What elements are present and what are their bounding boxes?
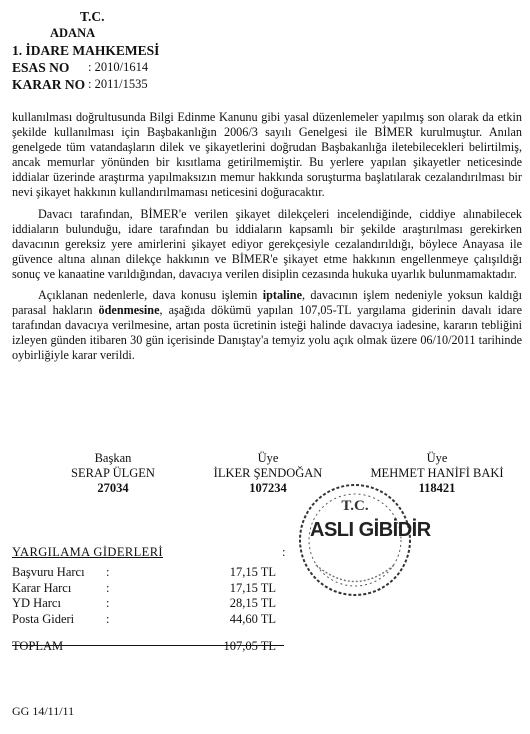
paragraph-1: kullanılması doğrultusunda Bilgi Edinme Kanunu gibi yasal düzenlemeler yapılmış son olarak da etkin şekilde kullanılması için Başbakanlığın 2006/3 sayılı Genelgesi ile BİMER kurulmuştur. Anılan genelgede tüm vatandaşların dilek ve şikayetlerini doğrudan Başbakanlığa iletebilecekleri belirtilmiş, ancak memurlar yönünden bir kısıtlama getirilmemiştir. Bu yerlere yapılan şikayetler neticesinde iddialar üzerinde araştırma yapılmaksızın memur hakkında soruşturma başlatılarak cezalandırılması bir nevi şikayet hakkının kullandırılmaması neticesini doğuracaktır. xyxy=(12,110,522,200)
p3-part-e: , aşağıda dökümü yapılan 107,05-TL yargılama giderinin davalı idare tarafından davacıya verilmesine, artan posta ücretinin isteği halinde davacıya iadesine, kararın tebliğini izleyen günden itibaren 30 gün içerisinde Danıştay'a temyiz yolu açık olmak üzere 06/10/2011 tarihinde oybirliğiyle karar verildi. xyxy=(12,303,522,363)
esas-row xyxy=(12,59,159,76)
expense-label: Karar Harcı xyxy=(12,580,72,595)
sig-name: MEHMET HANİFİ BAKİ xyxy=(370,466,504,480)
expenses-title-colon: : xyxy=(282,545,286,559)
header-city: ADANA xyxy=(50,26,96,40)
header-court: 1. İDARE MAHKEMESİ xyxy=(12,43,160,58)
signature-president xyxy=(48,451,178,496)
karar-label: KARAR NO xyxy=(12,77,86,92)
footer-code: GG 14/11/11 xyxy=(12,704,75,718)
esas-value: : 2010/1614 xyxy=(88,60,149,74)
certified-copy-stamp: ASLI GİBİDİR xyxy=(310,519,431,541)
expense-total-row xyxy=(12,639,292,655)
paragraph-3 xyxy=(12,288,522,363)
esas-label: ESAS NO xyxy=(12,60,70,75)
karar-row xyxy=(12,76,159,93)
sig-number: 27034 xyxy=(97,481,129,495)
total-amount: 107,05 TL xyxy=(223,639,276,654)
seal-tc: T.C. xyxy=(341,498,369,514)
total-divider xyxy=(12,645,284,646)
expense-label: Posta Gideri xyxy=(12,611,75,626)
decision-body xyxy=(12,110,522,370)
expense-label: YD Harcı xyxy=(12,596,61,611)
expense-row: YD Harcı : 28,15 TL xyxy=(12,596,276,611)
sig-name: SERAP ÜLGEN xyxy=(71,466,155,480)
p3-odenme: ödenmesine xyxy=(98,303,160,318)
expense-amount: 17,15 TL xyxy=(229,580,276,595)
expense-amount: 28,15 TL xyxy=(229,596,276,611)
sig-name: İLKER ŞENDOĞAN xyxy=(213,466,323,480)
expenses-title: YARGILAMA GİDERLERİ xyxy=(12,545,163,559)
expenses-table xyxy=(12,545,292,655)
expense-row: Karar Harcı : 17,15 TL xyxy=(12,580,276,595)
expense-label: Başvuru Harcı xyxy=(12,565,85,580)
sig-role: Başkan xyxy=(94,451,132,465)
sig-role: Üye xyxy=(426,451,448,465)
court-header xyxy=(12,8,159,93)
header-tc: T.C. xyxy=(80,9,105,24)
sig-number: 118421 xyxy=(418,481,456,495)
p3-iptal: iptaline xyxy=(262,288,302,303)
p3-part-c: , davacının işlem nedeniyle yoksun kaldığı parasal hakların xyxy=(12,288,522,318)
total-label: TOPLAM xyxy=(12,639,64,654)
expense-row: Posta Gideri : 44,60 TL xyxy=(12,611,276,626)
paragraph-2: Davacı tarafından, BİMER'e verilen şikayet dilekçeleri incelendiğinde, ciddiye alınabilecek iddiaların bulunduğu, idare tarafından bu iddiaların kapsamlı bir şekilde araştırılması gerekirken davacının gereksiz yere amirlerini şikayet ediyor gerekçesiyle cezalandırıldığı, böylece Anayasa ile güvence altına alınan dilekçe hakkının ve BİMER'e şikayet etme hakkının engellenmeye çalışıldığı sonuç ve kanaatine varıldığından, davacıya verilen disiplin cezasında hukuka uyarlık bulunmamaktadır. xyxy=(12,206,522,281)
expense-amount: 17,15 TL xyxy=(229,565,276,580)
sig-number: 107234 xyxy=(249,481,287,495)
karar-value: : 2011/1535 xyxy=(88,77,148,91)
expense-row: Başvuru Harcı : 17,15 TL xyxy=(12,565,276,580)
expense-amount: 44,60 TL xyxy=(229,611,276,626)
p3-part-a: Açıklanan nedenlerle, dava konusu işlemin xyxy=(38,288,263,303)
sig-role: Üye xyxy=(257,451,279,465)
